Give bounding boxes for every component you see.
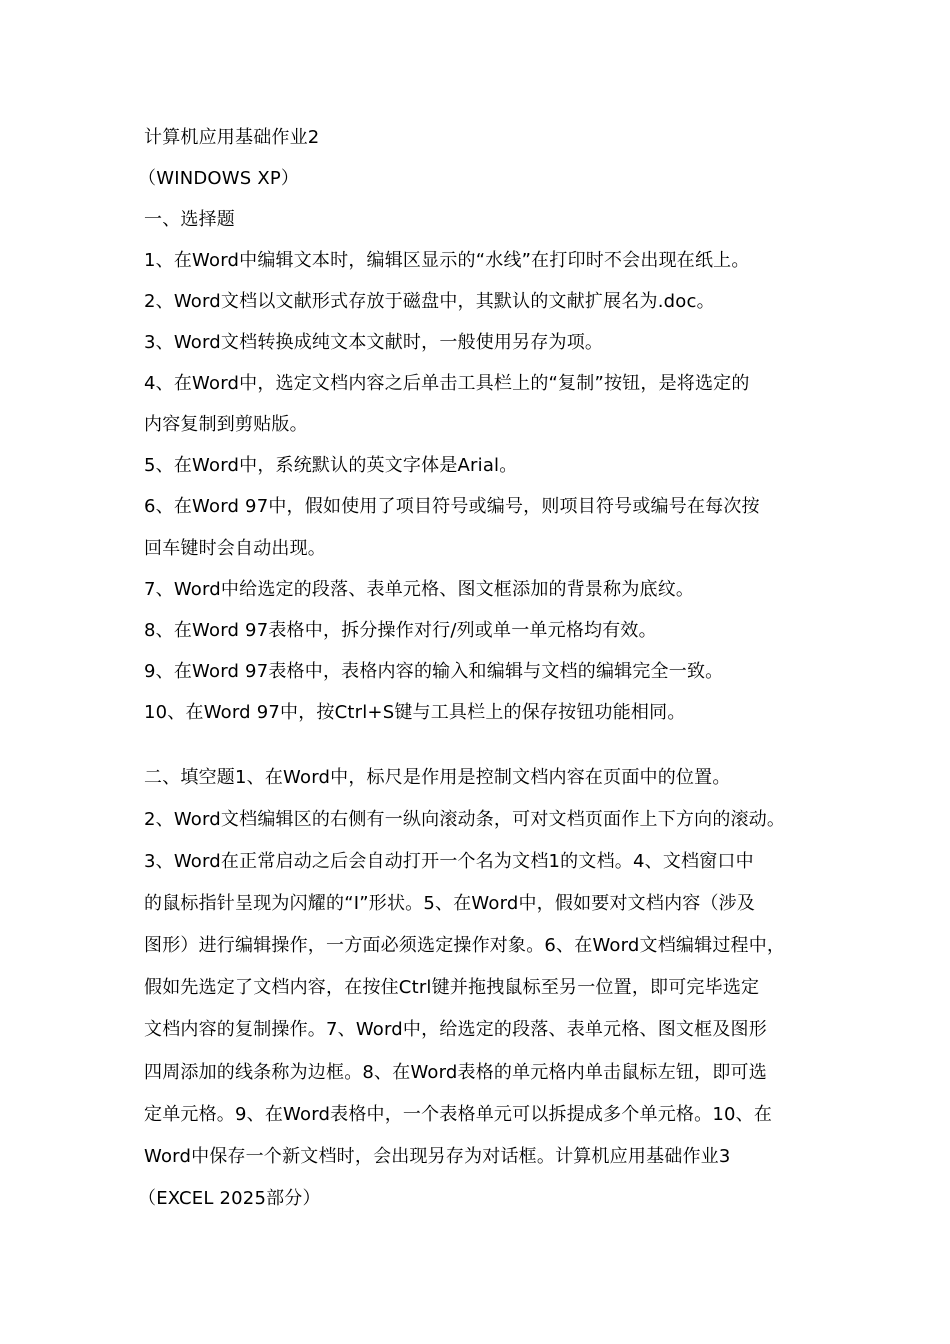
paragraph-line: 定单元格。9、在Word表格中，一个表格单元可以拆提成多个单元格。10、在 — [144, 1104, 773, 1125]
paragraph-line: 内容复制到剪贴版。 — [144, 414, 308, 435]
section-heading-fill: 二、填空题1、在Word中，标尺是作用是控制文档内容在页面中的位置。 — [144, 767, 731, 788]
paragraph-line: 7、Word中给选定的段落、表单元格、图文框添加的背景称为底纹。 — [144, 579, 695, 600]
paragraph-line: 1、在Word中编辑文本时，编辑区显示的“水线”在打印时不会出现在纸上。 — [144, 250, 750, 271]
paragraph-line: 3、Word在正常启动之后会自动打开一个名为文档1的文档。4、文档窗口中 — [144, 851, 754, 872]
paragraph-line: 10、在Word 97中，按Ctrl+S键与工具栏上的保存按钮功能相同。 — [144, 702, 686, 723]
paragraph-line: 6、在Word 97中，假如使用了项目符号或编号，则项目符号或编号在每次按 — [144, 496, 760, 517]
paragraph-line: 5、在Word中，系统默认的英文字体是Arial。 — [144, 455, 518, 476]
paragraph-line: Word中保存一个新文档时，会出现另存为对话框。计算机应用基础作业3 — [144, 1146, 731, 1167]
paragraph-line: 的鼠标指针呈现为闪耀的“I”形状。5、在Word中，假如要对文档内容（涉及 — [144, 893, 756, 914]
paragraph-line: 4、在Word中，选定文档内容之后单击工具栏上的“复制”按钮，是将选定的 — [144, 373, 750, 394]
paragraph-line: 3、Word文档转换成纯文本文献时，一般使用另存为项。 — [144, 332, 604, 353]
paragraph-line: 2、Word文档编辑区的右侧有一纵向滚动条，可对文档页面作上下方向的滚动。 — [144, 809, 786, 830]
paragraph-line: 回车键时会自动出现。 — [144, 538, 326, 559]
paragraph-line: 四周添加的线条称为边框。8、在Word表格的单元格内单击鼠标左钮，即可选 — [144, 1062, 767, 1083]
document-title: 计算机应用基础作业2 — [144, 127, 320, 148]
paragraph-line: （EXCEL 2025部分） — [138, 1188, 321, 1209]
document-subtitle: （WINDOWS XP） — [138, 168, 300, 189]
paragraph-line: 9、在Word 97表格中，表格内容的输入和编辑与文档的编辑完全一致。 — [144, 661, 724, 682]
paragraph-line: 8、在Word 97表格中，拆分操作对行/列或单一单元格均有效。 — [144, 620, 657, 641]
section-heading-choice: 一、选择题 — [144, 209, 235, 230]
paragraph-line: 2、Word文档以文献形式存放于磁盘中，其默认的文献扩展名为.doc。 — [144, 291, 715, 312]
paragraph-line: 文档内容的复制操作。7、Word中，给选定的段落、表单元格、图文框及图形 — [144, 1019, 767, 1040]
paragraph-line: 假如先选定了文档内容，在按住Ctrl键并拖拽鼠标至另一位置，即可完毕选定 — [144, 977, 760, 998]
paragraph-line: 图形）进行编辑操作，一方面必须选定操作对象。6、在Word文档编辑过程中， — [144, 935, 786, 956]
